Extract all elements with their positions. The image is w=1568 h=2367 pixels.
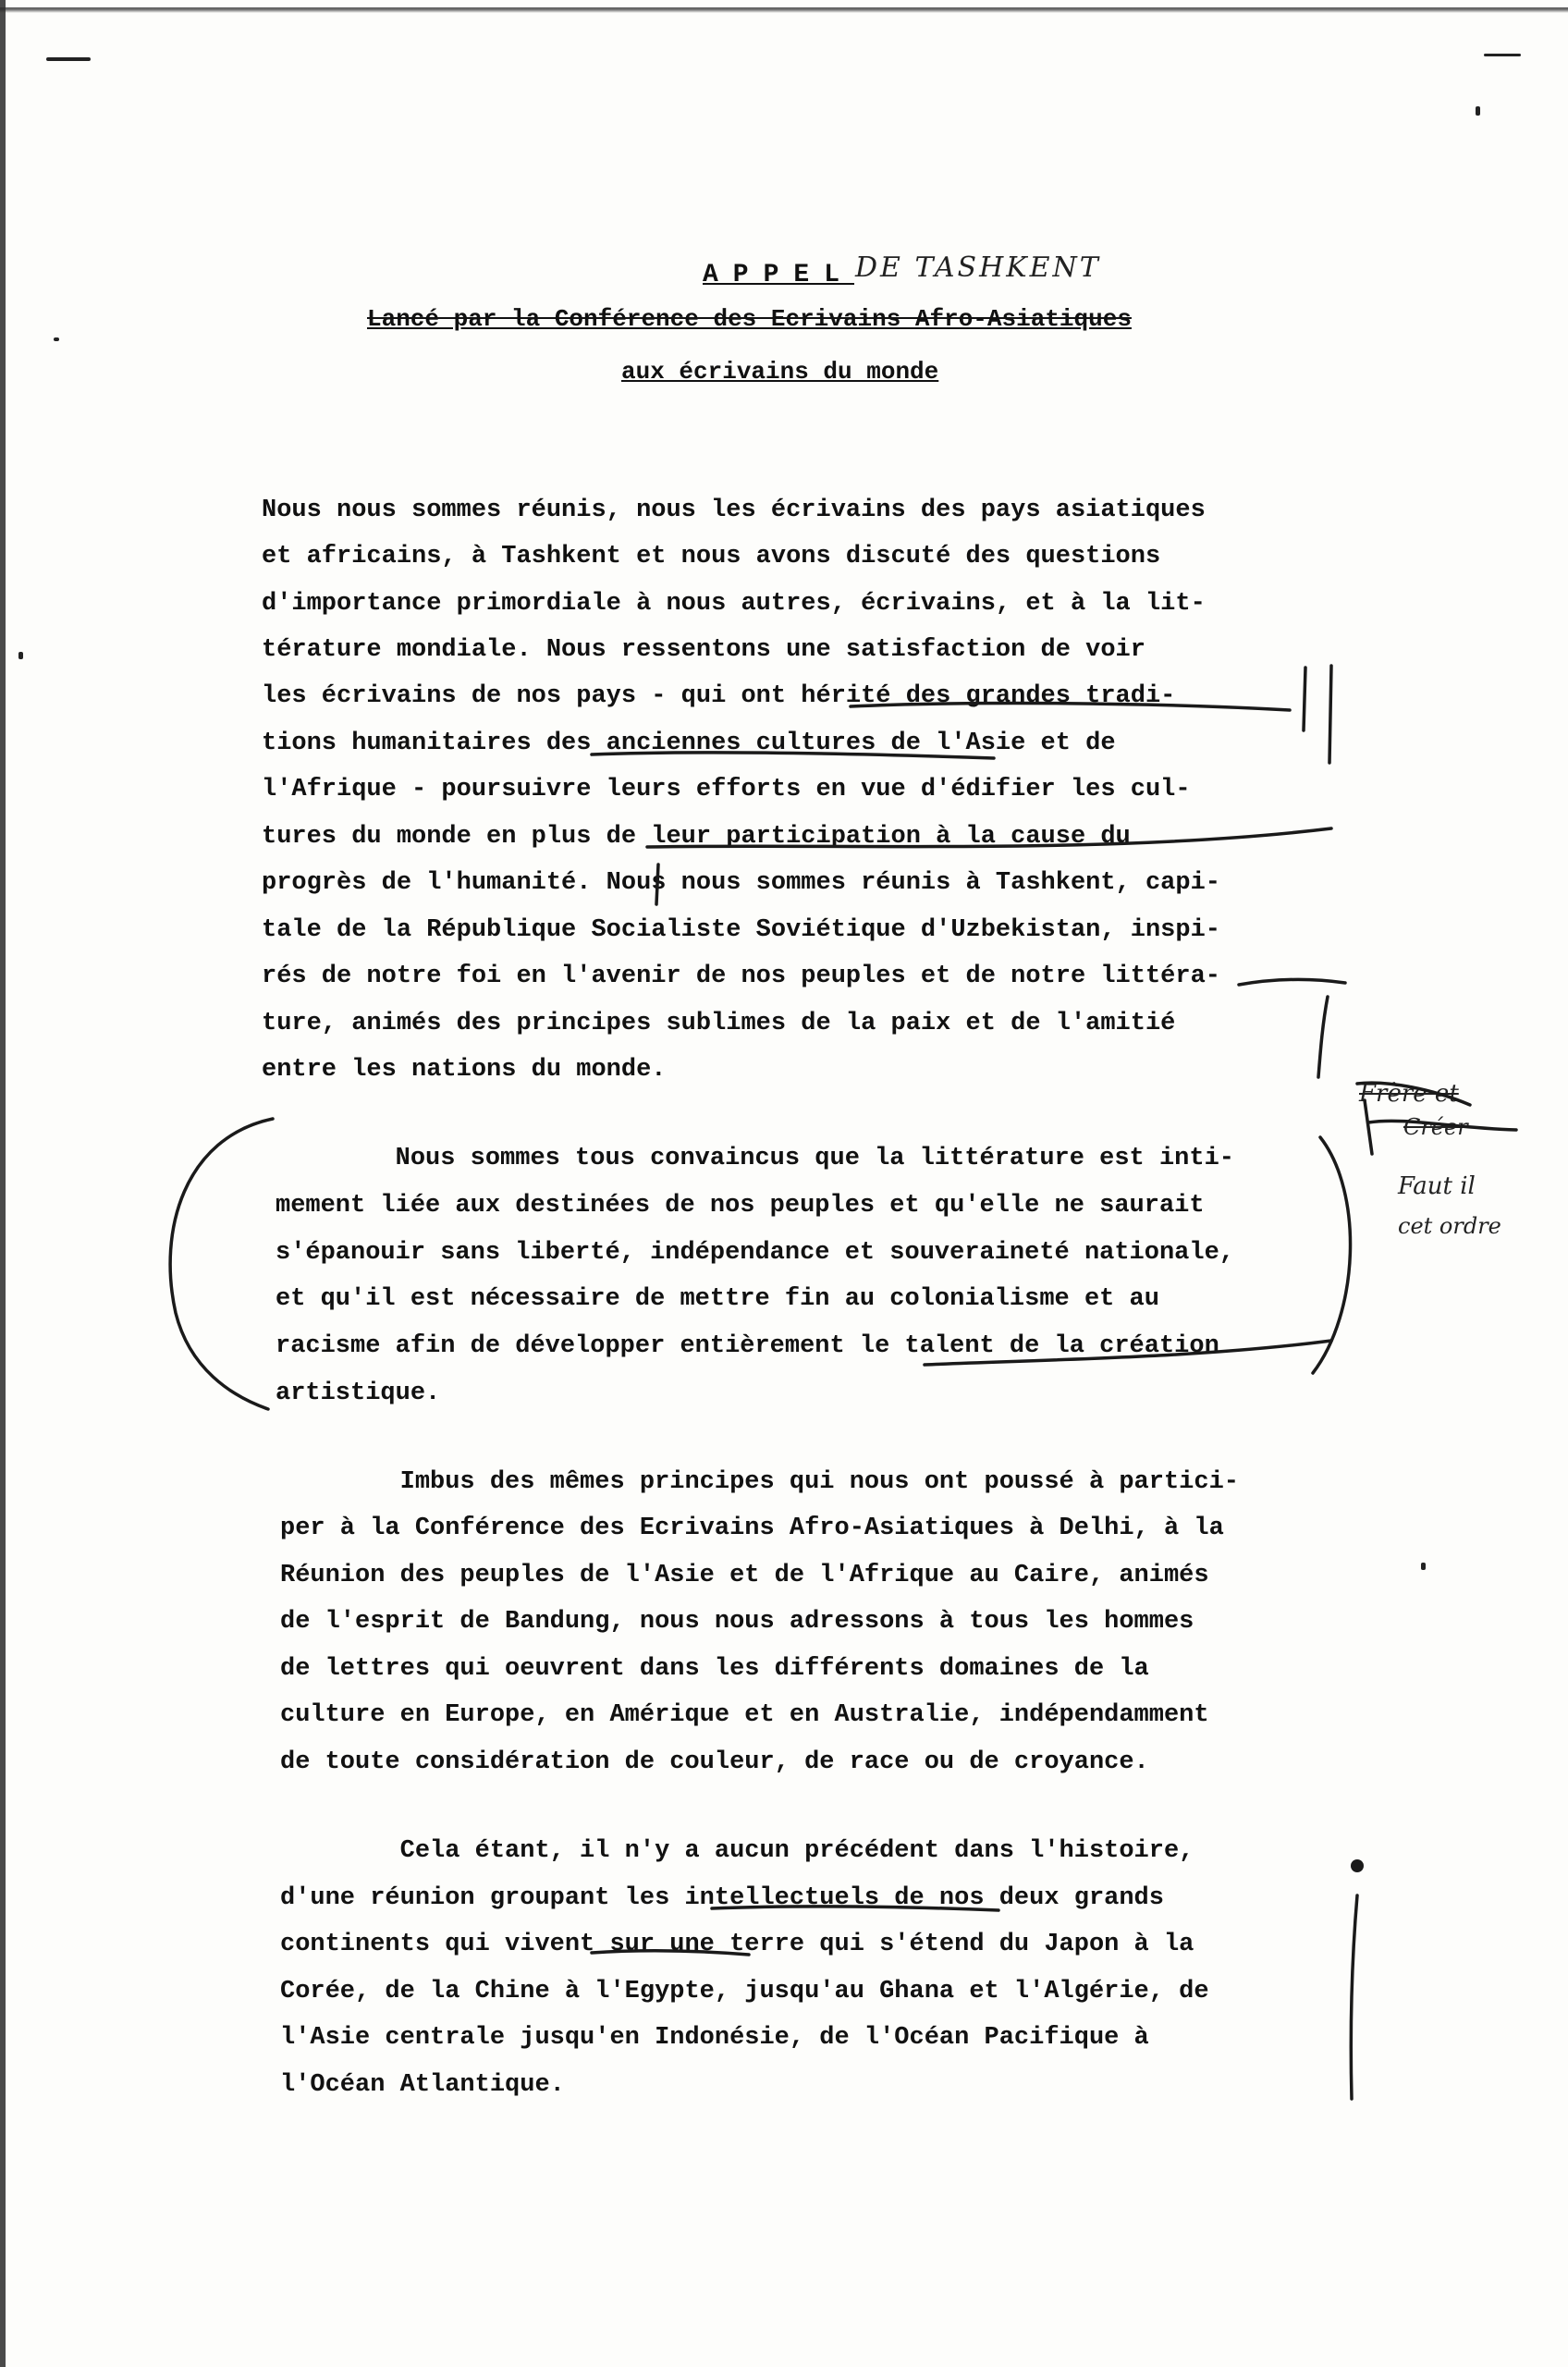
text-line: d'importance primordiale à nous autres, écrivains, et à la lit- — [262, 590, 1206, 618]
margin-note-struck-2: Créer — [1403, 1114, 1468, 1140]
text-line: d'une réunion groupant les intellectuels de nos deux grands — [280, 1884, 1164, 1912]
scan-mark — [54, 337, 59, 341]
text-line: tures du monde en plus de leur participation à la cause du — [262, 823, 1131, 851]
text-line: culture en Europe, en Amérique et en Australie, indépendamment — [280, 1701, 1209, 1729]
scan-mark — [1484, 54, 1521, 56]
text-line: tale de la République Socialiste Soviétique d'Uzbekistan, inspi- — [262, 916, 1220, 944]
bracket-arc — [170, 1119, 273, 1409]
text-line: et qu'il est nécessaire de mettre fin au colonialisme et au — [276, 1285, 1159, 1313]
scan-edge-left — [0, 0, 6, 2367]
text-line: l'Afrique - poursuivre leurs efforts en vue d'édifier les cul- — [262, 776, 1191, 803]
text-line: Cela étant, il n'y a aucun précédent dans l'histoire, — [280, 1837, 1194, 1865]
margin-note-line-2: cet ordre — [1398, 1213, 1501, 1239]
text-line: Nous sommes tous convaincus que la littérature est inti- — [276, 1145, 1234, 1172]
text-line: artistique. — [276, 1380, 441, 1407]
text-line: Réunion des peuples de l'Asie et de l'Afrique au Caire, animés — [280, 1562, 1209, 1589]
scribble-mark — [1365, 1100, 1372, 1154]
text-line: continents qui vivent sur une terre qui s'étend du Japon à la — [280, 1931, 1194, 1958]
text-line: Corée, de la Chine à l'Egypte, jusqu'au Ghana et l'Algérie, de — [280, 1978, 1209, 2005]
underline-mark — [1239, 979, 1345, 985]
text-line: tions humanitaires des anciennes cultures de l'Asie et de — [262, 730, 1116, 757]
bracket-mark — [1351, 1895, 1357, 2099]
ink-dot — [1351, 1859, 1364, 1872]
text-line: et africains, à Tashkent et nous avons discuté des questions — [262, 543, 1161, 570]
handwritten-title-addition: DE TASHKENT — [855, 251, 1101, 284]
text-line: l'Océan Atlantique. — [280, 2071, 565, 2099]
text-line: Imbus des mêmes principes qui nous ont poussé à partici- — [280, 1468, 1239, 1496]
document-title: APPEL — [703, 261, 855, 289]
text-line: térature mondiale. Nous ressentons une satisfaction de voir — [262, 636, 1145, 664]
text-line: s'épanouir sans liberté, indépendance et souveraineté nationale, — [276, 1239, 1234, 1267]
margin-note-line-1: Faut il — [1398, 1172, 1476, 1200]
document-subtitle: aux écrivains du monde — [621, 358, 939, 386]
bracket-mark — [1318, 997, 1328, 1077]
text-line: per à la Conférence des Ecrivains Afro-Asiatiques à Delhi, à la — [280, 1515, 1224, 1542]
text-line: progrès de l'humanité. Nous nous sommes réunis à Tashkent, capi- — [262, 869, 1220, 897]
text-line: les écrivains de nos pays - qui ont hérité des grandes tradi- — [262, 682, 1176, 710]
scan-mark — [46, 57, 91, 61]
scan-mark — [18, 652, 23, 659]
text-line: entre les nations du monde. — [262, 1056, 667, 1084]
scan-edge-top — [0, 7, 1568, 13]
text-line: ture, animés des principes sublimes de la paix et de l'amitié — [262, 1010, 1176, 1037]
scan-mark — [1421, 1563, 1426, 1570]
struck-subtitle: Lancé par la Conférence des Ecrivains Afro-Asiatiques — [367, 305, 1132, 333]
margin-note-struck-1: Frère et — [1359, 1080, 1459, 1108]
text-line: mement liée aux destinées de nos peuples et qu'elle ne saurait — [276, 1192, 1205, 1220]
text-line: Nous nous sommes réunis, nous les écrivains des pays asiatiques — [262, 497, 1206, 524]
text-line: racisme afin de développer entièrement le talent de la création — [276, 1332, 1219, 1360]
text-line: l'Asie centrale jusqu'en Indonésie, de l'Océan Pacifique à — [280, 2024, 1149, 2052]
scan-mark — [1476, 106, 1480, 116]
bracket-mark — [1304, 668, 1305, 730]
text-line: de toute considération de couleur, de race ou de croyance. — [280, 1748, 1149, 1776]
text-line: de lettres qui oeuvrent dans les différents domaines de la — [280, 1655, 1149, 1683]
bracket-arc — [1313, 1137, 1351, 1373]
bracket-mark — [1329, 666, 1331, 763]
text-line: de l'esprit de Bandung, nous nous adressons à tous les hommes — [280, 1608, 1194, 1636]
text-line: rés de notre foi en l'avenir de nos peuples et de notre littéra- — [262, 963, 1220, 990]
